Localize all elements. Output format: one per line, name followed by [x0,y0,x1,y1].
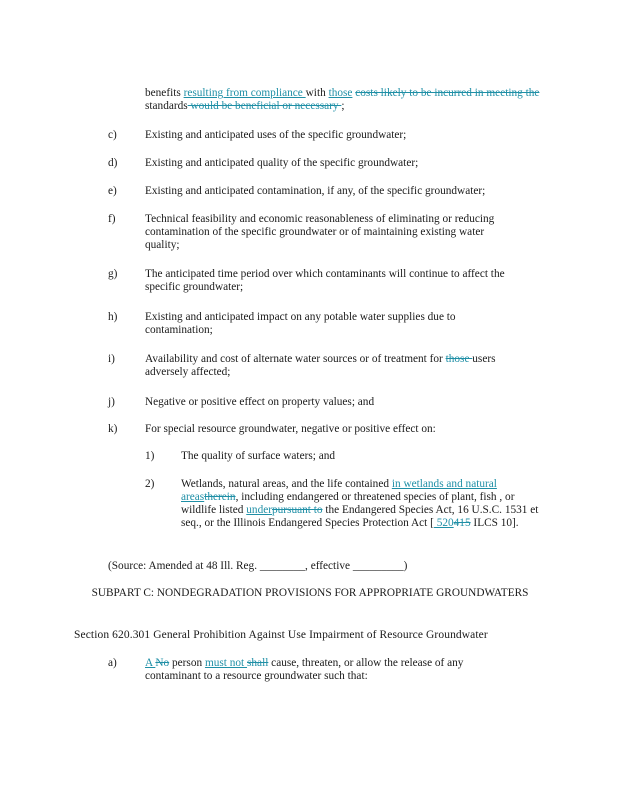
inserted-text: must not [204,657,248,669]
deleted-text: would be beneficial or necessary [187,100,342,112]
text-run: benefits [145,87,184,99]
blank-field: ________ [259,560,306,572]
item-label-j: j) [108,396,115,408]
item-text-g: The anticipated time period over which contaminants will continue to affect the specific groundwater; [145,268,505,293]
item-label-d: d) [108,157,118,169]
item-text-c: Existing and anticipated uses of the specific groundwater; [145,129,407,141]
deleted-text: 415 [453,517,471,529]
item-label-a: a) [108,657,117,669]
text-run: person [169,657,205,669]
text-run: ) [403,560,408,572]
item-label-c: c) [108,129,117,141]
deleted-text: pursuant to [272,504,323,516]
text-run: Availability and cost of alternate water sources or of treatment for [145,353,446,365]
inserted-text: in wetlands and natural areas [181,478,497,503]
text-run: ; [341,100,345,112]
inserted-text: A [145,657,156,669]
text-run: , or wildlife listed [181,491,515,516]
item-text-k: For special resource groundwater, negative or positive effect on: [145,423,436,435]
text-run: ILCS 10]. [470,517,519,529]
item-text-f: Technical feasibility and economic reasonableness of eliminating or reducing contamination of the specific groundwater or of maintaining existing water quality; [145,213,495,251]
blank-field: _________ [352,560,404,572]
section-heading: Section 620.301 General Prohibition Against Use Impairment of Resource Groundwater [74,629,488,641]
item-text-i [145,353,537,379]
item-label-k: k) [108,423,118,435]
item-text-j: Negative or positive effect on property values; and [145,396,375,408]
item-label-h: h) [108,311,118,323]
item-label-e: e) [108,185,117,197]
inserted-text: those [328,87,353,99]
text-run: with [305,87,329,99]
text-run: the Endangered Species Act, 16 U.S.C. 1531 et seq., or the Illinois Endangered Species Protection Act [ [181,504,539,529]
inserted-text: 520 [433,517,454,529]
subitem-text-2 [181,478,541,530]
inserted-text: under [246,504,272,516]
item-label-f: f) [108,213,116,225]
text-run: , including endangered or threatened species of plant, fish [235,491,500,503]
text-run: , effective [305,560,353,572]
deleted-text: those [445,353,473,365]
item-text-a [145,657,510,683]
item-label-i: i) [108,353,115,365]
item-label-g: g) [108,268,118,280]
subitem-label-1: 1) [145,450,155,462]
item-text-h: Existing and anticipated impact on any potable water supplies due to contamination; [145,311,456,336]
text-run: Wetlands, natural areas, and the life contained [181,478,392,490]
text-run: users adversely affected; [145,353,496,378]
source-note [108,560,528,573]
item-text-d: Existing and anticipated quality of the specific groundwater; [145,157,419,169]
item-text-e: Existing and anticipated contamination, if any, of the specific groundwater; [145,185,486,197]
inserted-text: resulting from compliance [183,87,306,99]
subitem-text-1: The quality of surface waters; and [181,450,336,462]
deleted-text: shall [247,657,269,669]
text-run: cause, threaten, or allow the release of any contaminant to a resource groundwater such that: [145,657,464,682]
continued-paragraph [145,87,545,113]
deleted-text: costs likely to be incurred in meeting the [355,87,540,99]
deleted-text: therein [204,491,236,503]
subpart-title: SUBPART C: NONDEGRADATION PROVISIONS FOR APPROPRIATE GROUNDWATERS [91,587,529,599]
deleted-text: No [155,657,170,669]
subitem-label-2: 2) [145,478,155,490]
text-run: (Source: Amended at 48 Ill. Reg. [108,560,260,572]
text-run: standards [145,100,188,112]
